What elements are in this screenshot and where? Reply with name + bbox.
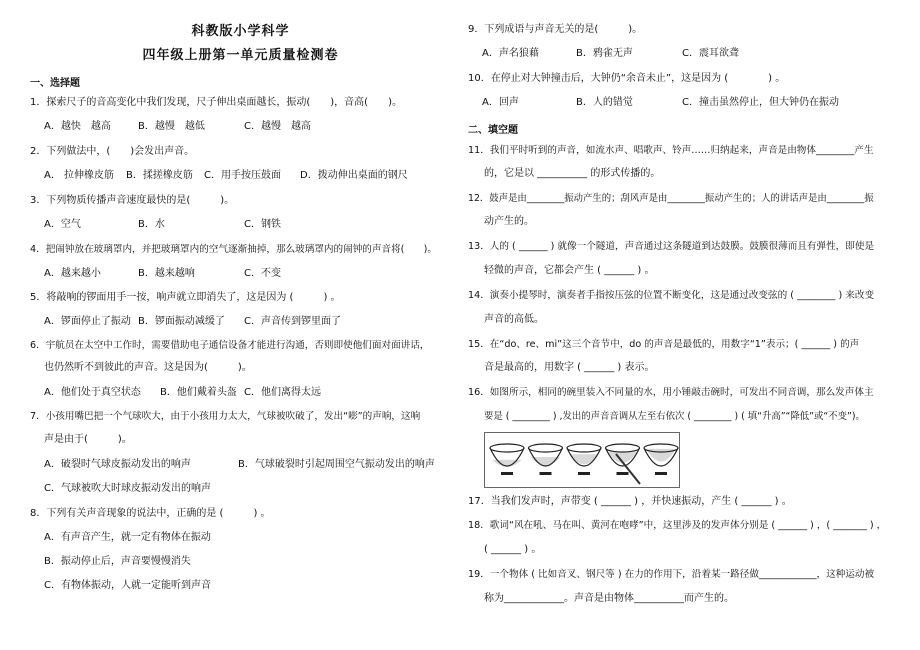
q10-stem: 10．在停止对大钟撞击后，大钟仍“余音未止”，这是因为 ( ) 。 <box>468 73 786 84</box>
q1-option-b: B．越慢 越低 <box>138 121 205 132</box>
q3-stem: 3．下列物质传播声音速度最快的是( )。 <box>30 195 235 206</box>
q5-option-c: C．声音传到锣里面了 <box>244 316 341 327</box>
q10-option-a: A．回声 <box>482 97 519 108</box>
q8-option-c: C．有物体振动，人就一定能听到声音 <box>44 580 211 591</box>
q3-option-c: C．钢铁 <box>244 219 281 230</box>
q3-option-a: A．空气 <box>44 219 81 230</box>
q2-option-d: D．拨动伸出桌面的钢尺 <box>300 170 408 181</box>
q7-option-b: B．气球破裂时引起周围空气振动发出的响声 <box>238 459 435 470</box>
q8-option-a: A．有声音产生，就一定有物体在振动 <box>44 532 211 543</box>
q6-line2: 也仍然听不到彼此的声音。这是因为( )。 <box>44 362 252 373</box>
section-heading-choice: 一、选择题 <box>30 78 80 89</box>
q4-option-a: A．越来越小 <box>44 268 101 279</box>
q19-line2: 称为____________。声音是由物体__________而产生的。 <box>484 593 734 604</box>
q9-option-a: A．声名狼藉 <box>482 48 539 59</box>
exam-title-line1: 科教版小学科学 <box>191 24 290 39</box>
bowl-base <box>501 472 513 475</box>
q14-line1: 14．演奏小提琴时，演奏者手指按压弦的位置不断变化，这是通过改变弦的 ( ________ ) 来改变 <box>468 290 875 301</box>
q7-line2: 声是由于( )。 <box>44 434 132 445</box>
q19-line1: 19．一个物体 ( 比如音叉、钢尺等 ) 在力的作用下，沿着某一路径做____________，这种运动被 <box>468 569 875 580</box>
q18-line2: ( ______ ) 。 <box>484 544 542 555</box>
q1-stem: 1．探索尺子的音高变化中我们发现，尺子伸出桌面越长，振动( )，音高( )。 <box>30 97 402 108</box>
q14-line2: 声音的高低。 <box>484 314 544 325</box>
q10-option-b: B．人的错觉 <box>576 97 633 108</box>
q12-line1: 12．鼓声是由________振动产生的；刮风声是由________振动产生的；人的讲话声是由________振 <box>468 193 874 204</box>
q4-option-c: C．不变 <box>244 268 281 279</box>
bowl-base <box>540 472 552 475</box>
q6-option-c: C．他们离得太远 <box>244 387 321 398</box>
q4-option-b: B．越来越响 <box>138 268 195 279</box>
q2-option-b: B．揉搓橡皮筋 <box>126 170 193 181</box>
q13-line1: 13．人的 ( ______ ) 就像一个隧道，声音通过这条隧道到达鼓膜。鼓膜很薄而且有弹性，即使是 <box>468 241 875 252</box>
q6-option-b: B．他们戴着头盔 <box>160 387 237 398</box>
exam-title-line2: 四年级上册第一单元质量检测卷 <box>142 48 339 63</box>
q8-stem: 8．下列有关声音现象的说法中，正确的是 ( ) 。 <box>30 508 271 519</box>
bowls-figure <box>484 432 680 488</box>
q8-option-b: B．振动停止后，声音要慢慢消失 <box>44 556 191 567</box>
q13-line2: 轻微的声音，它都会产生 ( ______ ) 。 <box>484 265 655 276</box>
bowl-base <box>655 472 667 475</box>
q7-option-c: C．气球被吹大时球皮振动发出的响声 <box>44 483 211 494</box>
q2-option-c: C．用手按压鼓面 <box>204 170 281 181</box>
q9-option-c: C．震耳欲聋 <box>682 48 739 59</box>
q1-option-a: A．越快 越高 <box>44 121 111 132</box>
q6-option-a: A．他们处于真空状态 <box>44 387 141 398</box>
q4-stem: 4．把闹钟放在玻璃罩内，并把玻璃罩内的空气逐渐抽掉，那么玻璃罩内的闹钟的声音将( )。 <box>30 244 437 255</box>
q12-line2: 动产生的。 <box>484 216 534 227</box>
q1-option-c: C．越慢 越高 <box>244 121 311 132</box>
bowl-base <box>617 472 629 475</box>
q5-stem: 5．将敲响的锣面用手一按，响声就立即消失了，这是因为 ( ) 。 <box>30 292 341 303</box>
q7-option-a: A．破裂时气球皮振动发出的响声 <box>44 459 191 470</box>
q16-line1: 16．如图所示，相同的碗里装入不同量的水，用小锤敲击碗时，可发出不同音调，那么发声体主 <box>468 387 874 398</box>
q15-line1: 15．在“do、re、mi”这三个音节中，do 的声音是最低的，用数字“1”表示；( ______ ) 的声 <box>468 339 860 350</box>
q18-line1: 18．歌词“风在吼、马在叫、黄河在咆哮”中，这里涉及的发声体分别是 ( ______ ) ，( _______ ) ， <box>468 520 887 531</box>
q6-line1: 6．宇航员在太空中工作时，需要借助电子通信设备才能进行沟通，否则即使他们面对面讲话， <box>30 340 430 351</box>
q5-option-b: B．锣面振动减缓了 <box>138 316 225 327</box>
q10-option-c: C．撞击虽然停止，但大钟仍在振动 <box>682 97 839 108</box>
q7-line1: 7．小孩用嘴巴把一个气球吹大，由于小孩用力太大，气球被吹破了，发出“嘭”的声响，这响 <box>30 411 421 422</box>
q16-line2: 要是 ( ________ ) ,发出的声音音调从左至右依次 ( ________ ) ( 填“升高”“降低”或“不变”)。 <box>484 411 865 422</box>
q11-line1: 11．我们平时听到的声音，如流水声、唱歌声、铃声……归纳起来，声音是由物体________产生 <box>468 145 874 156</box>
q15-line2: 音是最高的，用数字 ( ______ ) 表示。 <box>484 362 655 373</box>
q5-option-a: A．锣面停止了振动 <box>44 316 131 327</box>
section-heading-fill: 二、填空题 <box>468 125 518 136</box>
q9-stem: 9．下列成语与声音无关的是( )。 <box>468 24 643 35</box>
q9-option-b: B．鸦雀无声 <box>576 48 633 59</box>
q3-option-b: B．水 <box>138 219 165 230</box>
bowl-base <box>578 472 590 475</box>
q11-line2: 的，它是以 __________ 的形式传播的。 <box>484 168 661 179</box>
q2-option-a: A． 拉伸橡皮筋 <box>44 170 115 181</box>
q17-stem: 17．当我们发声时，声带变 ( ______ ) ，并快速振动，产生 ( ______ ) 。 <box>468 496 792 507</box>
q2-stem: 2．下列做法中，( )会发出声音。 <box>30 146 195 157</box>
